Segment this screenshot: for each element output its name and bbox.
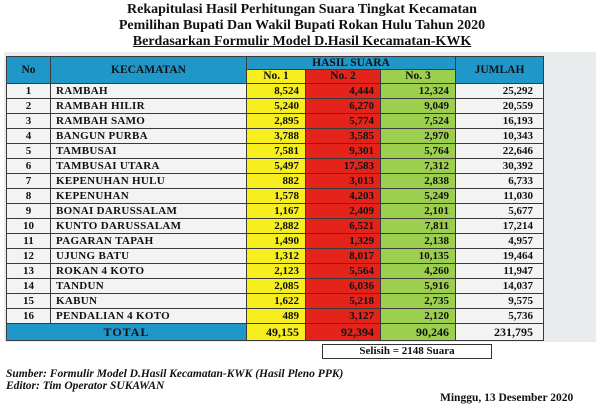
row-no: 2: [7, 99, 51, 114]
row-jumlah: 11,947: [456, 264, 544, 279]
table-row: [7, 144, 544, 159]
row-no: 3: [7, 114, 51, 129]
row-no: 13: [7, 264, 51, 279]
row-no1-votes: 1,167: [247, 204, 306, 219]
row-no1-votes: 489: [247, 309, 306, 324]
footer-date: Minggu, 13 Desember 2020: [440, 392, 574, 404]
row-kecamatan: KEPENUHAN HULU: [51, 174, 247, 189]
row-no1-votes: 1,312: [247, 249, 306, 264]
row-kecamatan: TAMBUSAI: [51, 144, 247, 159]
header-no2: No. 2: [306, 70, 381, 84]
row-kecamatan: KUNTO DARUSSALAM: [51, 219, 247, 234]
row-no1-votes: 5,240: [247, 99, 306, 114]
footer-source: Sumber: Formulir Model D.Hasil Kecamatan-KWK (Hasil Pleno PPK): [6, 368, 344, 380]
row-jumlah: 5,736: [456, 309, 544, 324]
header-no3: No. 3: [381, 70, 456, 84]
row-no2-votes: 6,036: [306, 279, 381, 294]
row-no3-votes: 2,970: [381, 129, 456, 144]
row-jumlah: 6,733: [456, 174, 544, 189]
results-table: [6, 56, 544, 341]
row-no2-votes: 6,521: [306, 219, 381, 234]
table-row: [7, 129, 544, 144]
row-no2-votes: 4,444: [306, 84, 381, 99]
row-no3-votes: 7,524: [381, 114, 456, 129]
row-no: 11: [7, 234, 51, 249]
header-kecamatan: KECAMATAN: [51, 57, 247, 84]
row-no1-votes: 2,085: [247, 279, 306, 294]
table-row: [7, 249, 544, 264]
row-no: 14: [7, 279, 51, 294]
row-jumlah: 20,559: [456, 99, 544, 114]
row-no: 12: [7, 249, 51, 264]
row-no3-votes: 5,764: [381, 144, 456, 159]
row-no3-votes: 10,135: [381, 249, 456, 264]
selisih-box: Selisih = 2148 Suara: [322, 344, 492, 359]
row-no2-votes: 5,218: [306, 294, 381, 309]
row-no1-votes: 2,895: [247, 114, 306, 129]
row-no3-votes: 2,120: [381, 309, 456, 324]
row-no1-votes: 1,490: [247, 234, 306, 249]
title-line-1: Rekapitulasi Hasil Perhitungan Suara Tingkat Kecamatan: [127, 2, 477, 17]
row-jumlah: 16,193: [456, 114, 544, 129]
table-row: [7, 234, 544, 249]
table-row: [7, 174, 544, 189]
table-row: [7, 99, 544, 114]
row-no3-votes: 5,916: [381, 279, 456, 294]
row-no1-votes: 882: [247, 174, 306, 189]
row-no2-votes: 8,017: [306, 249, 381, 264]
row-no1-votes: 1,578: [247, 189, 306, 204]
row-no: 4: [7, 129, 51, 144]
table-row: [7, 264, 544, 279]
row-jumlah: 14,037: [456, 279, 544, 294]
row-no: 16: [7, 309, 51, 324]
row-no: 6: [7, 159, 51, 174]
row-kecamatan: RAMBAH SAMO: [51, 114, 247, 129]
row-no: 15: [7, 294, 51, 309]
row-no3-votes: 4,260: [381, 264, 456, 279]
header-no: No: [7, 57, 51, 84]
table-row: [7, 309, 544, 324]
row-no2-votes: 9,301: [306, 144, 381, 159]
total-jumlah: 231,795: [456, 324, 544, 341]
row-no1-votes: 8,524: [247, 84, 306, 99]
row-no1-votes: 7,581: [247, 144, 306, 159]
table-body: [7, 84, 544, 324]
row-jumlah: 25,292: [456, 84, 544, 99]
table-row: [7, 294, 544, 309]
row-jumlah: 4,957: [456, 234, 544, 249]
row-no: 8: [7, 189, 51, 204]
total-row: [7, 324, 544, 341]
table-row: [7, 189, 544, 204]
header-jumlah: JUMLAH: [456, 57, 544, 84]
row-kecamatan: PENDALIAN 4 KOTO: [51, 309, 247, 324]
row-jumlah: 17,214: [456, 219, 544, 234]
table-row: [7, 219, 544, 234]
row-kecamatan: UJUNG BATU: [51, 249, 247, 264]
row-no3-votes: 2,101: [381, 204, 456, 219]
row-jumlah: 10,343: [456, 129, 544, 144]
row-kecamatan: TANDUN: [51, 279, 247, 294]
row-no1-votes: 2,882: [247, 219, 306, 234]
row-no1-votes: 1,622: [247, 294, 306, 309]
row-kecamatan: BONAI DARUSSALAM: [51, 204, 247, 219]
row-no3-votes: 9,049: [381, 99, 456, 114]
row-no2-votes: 4,203: [306, 189, 381, 204]
row-no2-votes: 6,270: [306, 99, 381, 114]
table-row: [7, 204, 544, 219]
row-no: 7: [7, 174, 51, 189]
row-no3-votes: 2,138: [381, 234, 456, 249]
table-row: [7, 159, 544, 174]
row-no1-votes: 5,497: [247, 159, 306, 174]
row-kecamatan: ROKAN 4 KOTO: [51, 264, 247, 279]
row-no: 9: [7, 204, 51, 219]
row-kecamatan: TAMBUSAI UTARA: [51, 159, 247, 174]
total-no2: 92,394: [306, 324, 381, 341]
row-kecamatan: KEPENUHAN: [51, 189, 247, 204]
row-no1-votes: 2,123: [247, 264, 306, 279]
row-kecamatan: RAMBAH: [51, 84, 247, 99]
header-hasil-suara: HASIL SUARA: [247, 57, 456, 70]
row-jumlah: 22,646: [456, 144, 544, 159]
row-no2-votes: 3,585: [306, 129, 381, 144]
row-no: 10: [7, 219, 51, 234]
row-jumlah: 11,030: [456, 189, 544, 204]
row-kecamatan: RAMBAH HILIR: [51, 99, 247, 114]
row-no3-votes: 5,249: [381, 189, 456, 204]
total-no1: 49,155: [247, 324, 306, 341]
row-no2-votes: 3,127: [306, 309, 381, 324]
row-kecamatan: PAGARAN TAPAH: [51, 234, 247, 249]
title-line-3: Berdasarkan Formulir Model D.Hasil Kecamatan-KWK: [132, 34, 472, 49]
title-line-2: Pemilihan Bupati Dan Wakil Bupati Rokan Hulu Tahun 2020: [118, 18, 486, 33]
row-jumlah: 30,392: [456, 159, 544, 174]
row-no3-votes: 2,735: [381, 294, 456, 309]
row-no2-votes: 5,774: [306, 114, 381, 129]
row-no2-votes: 5,564: [306, 264, 381, 279]
total-label: TOTAL: [7, 324, 247, 341]
row-kecamatan: KABUN: [51, 294, 247, 309]
row-no2-votes: 2,409: [306, 204, 381, 219]
row-no3-votes: 7,811: [381, 219, 456, 234]
row-no2-votes: 1,329: [306, 234, 381, 249]
row-jumlah: 5,677: [456, 204, 544, 219]
row-no: 1: [7, 84, 51, 99]
table-row: [7, 114, 544, 129]
footer-editor: Editor: Tim Operator SUKAWAN: [6, 380, 165, 392]
row-kecamatan: BANGUN PURBA: [51, 129, 247, 144]
row-no3-votes: 2,838: [381, 174, 456, 189]
row-no3-votes: 12,324: [381, 84, 456, 99]
header-no1: No. 1: [247, 70, 306, 84]
total-no3: 90,246: [381, 324, 456, 341]
row-no: 5: [7, 144, 51, 159]
row-jumlah: 9,575: [456, 294, 544, 309]
table-row: [7, 279, 544, 294]
row-no2-votes: 17,583: [306, 159, 381, 174]
row-no3-votes: 7,312: [381, 159, 456, 174]
row-no2-votes: 3,013: [306, 174, 381, 189]
row-no1-votes: 3,788: [247, 129, 306, 144]
table-row: [7, 84, 544, 99]
row-jumlah: 19,464: [456, 249, 544, 264]
